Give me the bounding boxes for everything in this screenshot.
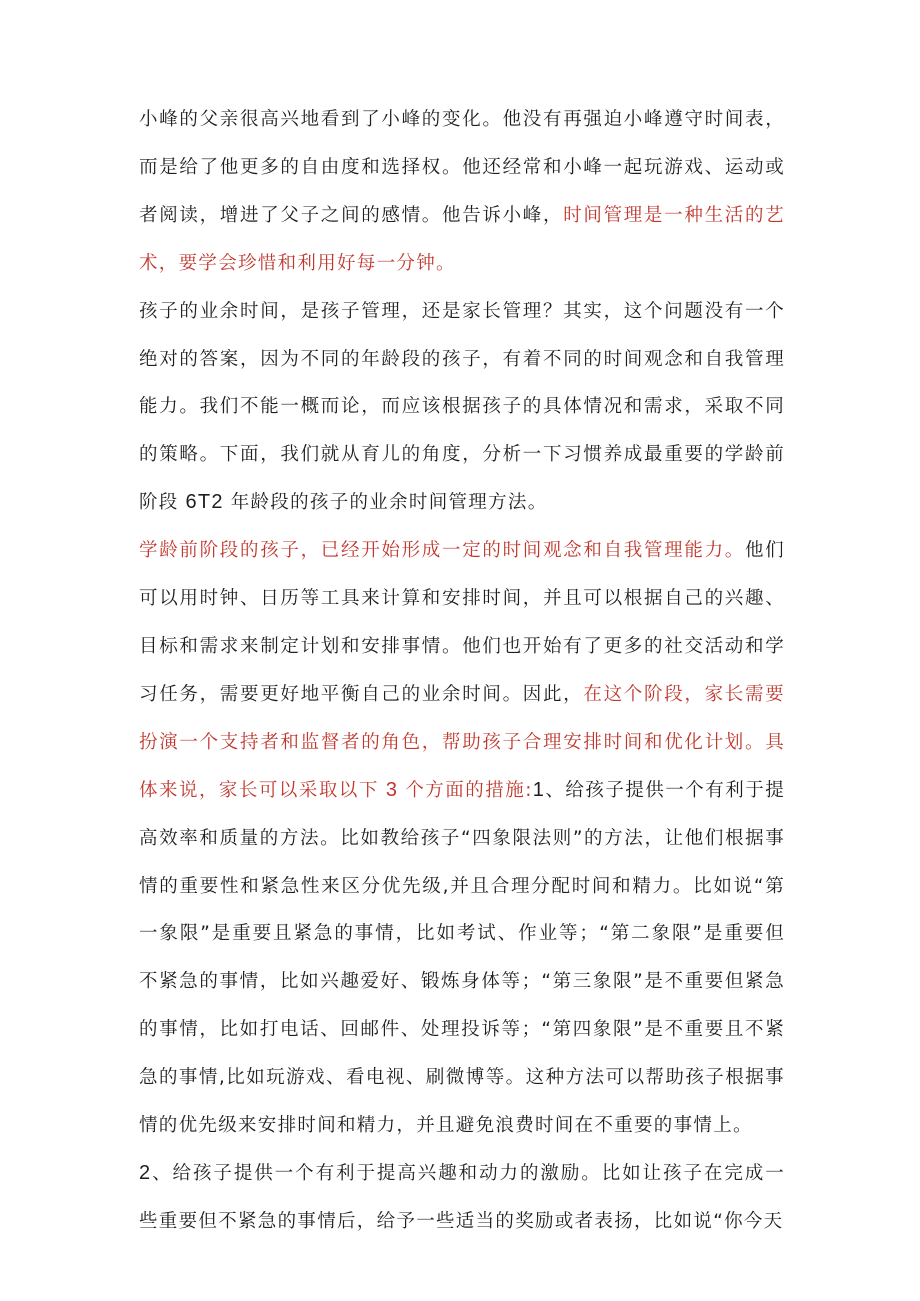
paragraph-1 xyxy=(139,96,785,288)
paragraph-3-highlight-measures: 个方面的措施: xyxy=(405,779,533,801)
paragraph-4 xyxy=(139,1150,785,1246)
paragraph-3-item-number: 1 xyxy=(532,778,546,801)
paragraph-3-highlight-lead: 学龄前阶段的孩子，已经开始形成一定的时间观念和自我管理能力。 xyxy=(139,540,745,562)
paragraph-3-item-text: 、给孩子提供一个有利于提高效率和质量的方法。比如教给孩子“四象限法则”的方法，让他们根据事情的重要性和紧急性来区分优先级,并且合理分配时间和精力。比如说“第一象限”是重要且紧急的事情，比如考试、作业等；“第二象限”是重要但不紧急的事情，比如兴趣爱好、锻炼身体等；“第三象限”是不重要但紧急的事情，比如打电话、回邮件、处理投诉等；“第四象限”是不重要且不紧急的事情,比如玩游戏、看电视、刷微博等。这种方法可以帮助孩子根据事情的优先级来安排时间和精力，并且避免浪费时间在不重要的事情上。 xyxy=(139,779,786,1137)
paragraph-3-highlight-parents: 在这个阶段，家长需要扮演一个支持者和监督者的角色，帮助孩子合理安排时间和优化计划。具体来说，家长可以采取以下 xyxy=(139,683,785,801)
document-body xyxy=(139,96,785,1246)
paragraph-1-text: 小峰的父亲很高兴地看到了小峰的变化。他没有再强迫小峰遵守时间表，而是给了他更多的自由度和选择权。他还经常和小峰一起玩游戏、运动或者阅读，增进了父子之间的感情。他告诉小峰， xyxy=(139,109,785,226)
paragraph-3-text: 他们可以用时钟、日历等工具来计算和安排时间，并且可以根据自己的兴趣、目标和需求来制定计划和安排事情。他们也开始有了更多的社交活动和学习任务，需要更好地平衡自己的业余时间。因此， xyxy=(139,540,785,705)
paragraph-2-age-range: 6T2 xyxy=(178,491,231,514)
paragraph-4-item-number: 2 xyxy=(139,1161,152,1184)
paragraph-4-item-text: 、给孩子提供一个有利于提高兴趣和动力的激励。比如让孩子在完成一些重要但不紧急的事情后，给予一些适当的奖励或者表扬，比如说“你今天 xyxy=(139,1162,785,1232)
paragraph-2-text: 孩子的业余时间，是孩子管理，还是家长管理？其实，这个问题没有一个绝对的答案，因为不同的年龄段的孩子，有着不同的时间观念和自我管理能力。我们不能一概而论，而应该根据孩子的具体情况和需求，采取不同的策略。下面，我们就从育儿的角度，分析一下习惯养成最重要的学龄前阶段 xyxy=(139,300,785,514)
paragraph-2-text-end: 年龄段的孩子的业余时间管理方法。 xyxy=(230,492,548,514)
paragraph-3-highlight-number: 3 xyxy=(378,778,406,801)
paragraph-3 xyxy=(139,527,785,1150)
paragraph-2 xyxy=(139,288,785,528)
paragraph-1-highlight: 时间管理是一种生活的艺术，要学会珍惜和利用好每一分钟。 xyxy=(139,204,785,274)
